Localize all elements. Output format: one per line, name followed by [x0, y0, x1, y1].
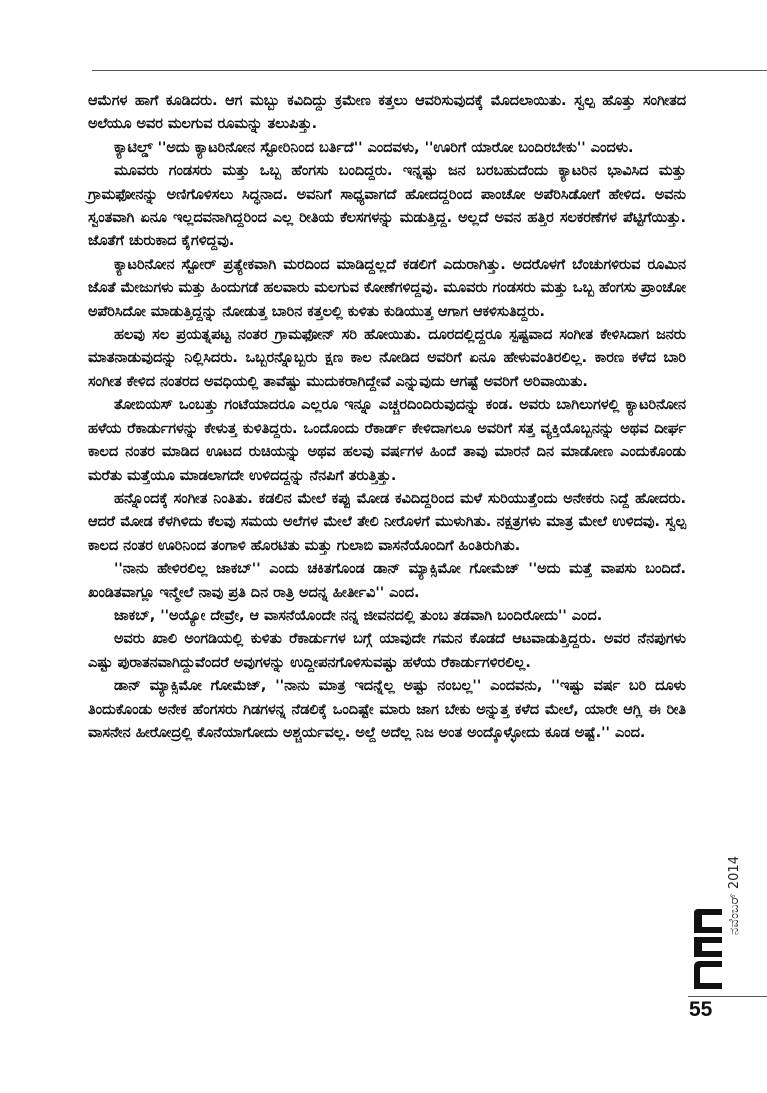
article-paragraph: ''ನಾನು ಹೇಳಿರಲಿಲ್ಲ ಜಾಕಬ್'' ಎಂದು ಚಕಿತಗೊಂಡ ಡಾನ್ ಮ್ಯಾಕ್ಸಿಮೋ ಗೋಮೆಜ್ ''ಅದು ಮತ್ತೆ ವಾಪಸು ಬಂದಿದೆ. ಖಂಡಿತವಾಗ್ಲೂ ಇನ್ಮೇಲೆ ನಾವು ಪ್ರತಿ ದಿನ ರಾತ್ರಿ ಅದನ್ನ ಹೀರ್ತೀವಿ'' ಎಂದ.	[88, 561, 686, 601]
article-body	[88, 90, 686, 745]
article-paragraph: ಹಲವು ಸಲ ಪ್ರಯತ್ನಪಟ್ಟ ನಂತರ ಗ್ರಾಮಫೋನ್ ಸರಿ ಹೋಯಿತು. ದೂರದಲ್ಲಿದ್ದರೂ ಸ್ಪಷ್ಟವಾದ ಸಂಗೀತ ಕೇಳಿಸಿದಾಗ ಜನರು ಮಾತನಾಡುವುದನ್ನು ನಿಲ್ಲಿಸಿದರು. ಒಬ್ಬರನ್ನೊಬ್ಬರು ಕ್ಷಣ ಕಾಲ ನೋಡಿದ ಅವರಿಗೆ ಏನೂ ಹೇಳುವಂತಿರಲಿಲ್ಲ. ಕಾರಣ ಕಳೆದ ಬಾರಿ ಸಂಗೀತ ಕೇಳಿದ ನಂತರದ ಅವಧಿಯಲ್ಲಿ ತಾವೆಷ್ಟು ಮುದುಕರಾಗಿದ್ದೇವೆ ಎನ್ನುವುದು ಆಗಷ್ಟೆ ಅವರಿಗೆ ಅರಿವಾಯಿತು.	[88, 327, 686, 390]
top-rule	[92, 70, 767, 71]
article-paragraph: ಮೂವರು ಗಂಡಸರು ಮತ್ತು ಒಬ್ಬ ಹೆಂಗಸು ಬಂದಿದ್ದರು. ಇನ್ನಷ್ಟು ಜನ ಬರಬಹುದೆಂದು ಕ್ಯಾಟರಿನ ಭಾವಿಸಿದ ಮತ್ತು ಗ್ರಾಮಫೋನನ್ನು ಅಣಿಗೊಳಿಸಲು ಸಿದ್ಧನಾದ. ಅವನಿಗೆ ಸಾಧ್ಯವಾಗದೆ ಹೋದದ್ದರಿಂದ ಪಾಂಚೋ ಅಪೆರಿಸಿಡೋಗೆ ಹೇಳಿದ. ಅವನು ಸ್ವಂತವಾಗಿ ಏನೂ ಇಲ್ಲದವನಾಗಿದ್ದರಿಂದ ಎಲ್ಲ ರೀತಿಯ ಕೆಲಸಗಳನ್ನು ಮಡುತ್ತಿದ್ದ. ಅಲ್ಲದೆ ಅವನ ಹತ್ತಿರ ಸಲಕರಣೆಗಳ ಪೆಟ್ಟಿಗೆಯಿತ್ತು. ಜೊತೆಗೆ ಚುರುಕಾದ ಕೈಗಳಿದ್ದವು.	[88, 163, 686, 250]
page-number: 55	[689, 998, 713, 1021]
article-paragraph: ಹನ್ನೊಂದಕ್ಕೆ ಸಂಗೀತ ನಿಂತಿತು. ಕಡಲಿನ ಮೇಲೆ ಕಪ್ಪು ಮೋಡ ಕವಿದಿದ್ದರಿಂದ ಮಳೆ ಸುರಿಯುತ್ತೆಂದು ಅನೇಕರು ನಿದ್ದೆ ಹೋದರು. ಆದರೆ ಮೋಡ ಕೆಳಗಿಳಿದು ಕೆಲವು ಸಮಯ ಅಲೆಗಳ ಮೇಲೆ ತೇಲಿ ನೀರೊಳಗೆ ಮುಳುಗಿತು. ನಕ್ಷತ್ರಗಳು ಮಾತ್ರ ಮೇಲೆ ಉಳಿದವು. ಸ್ವಲ್ಪ ಕಾಲದ ನಂತರ ಊರಿನಿಂದ ತಂಗಾಳಿ ಹೊರಟಿತು ಮತ್ತು ಗುಲಾಬಿ ವಾಸನೆಯೊಂದಿಗೆ ಹಿಂತಿರುಗಿತು.	[88, 490, 686, 554]
article-paragraph: ತೋಬಿಯಸ್ ಒಂಬತ್ತು ಗಂಟೆಯಾದರೂ ಎಲ್ಲರೂ ಇನ್ನೂ ಎಚ್ಚರದಿಂದಿರುವುದನ್ನು ಕಂಡ. ಅವರು ಬಾಗಿಲುಗಳಲ್ಲಿ ಕ್ಯಾಟರಿನೋನ ಹಳೆಯ ರೆಕಾರ್ಡುಗಳನ್ನು ಕೇಳುತ್ತ ಕುಳಿತಿದ್ದರು. ಒಂದೊಂದು ರೆಕಾರ್ಡ್ ಕೇಳಿದಾಗಲೂ ಅವರಿಗೆ ಸತ್ತ ವ್ಯಕ್ತಿಯೊಬ್ಬನನ್ನು ಅಥವ ದೀರ್ಘ ಕಾಲದ ನಂತರ ಮಾಡಿದ ಊಟದ ರುಚಿಯನ್ನು ಅಥವ ಹಲವು ವರ್ಷಗಳ ಹಿಂದೆ ತಾವು ಮಾರನೆ ದಿನ ಮಾಡೋಣ ಎಂದುಕೊಂಡು ಮರೆತು ಮತ್ತೆಯೂ ಮಾಡಲಾಗದೇ ಉಳಿದದ್ದನ್ನು ನೆನಪಿಗೆ ತರುತ್ತಿತ್ತು.	[88, 397, 686, 484]
article-paragraph: ಜಾಕಬ್, ''ಅಯ್ಯೋ ದೇವ್ರೇ, ಆ ವಾಸನೆಯೊಂದೇ ನನ್ನ ಜೀವನದಲ್ಲಿ ತುಂಬ ತಡವಾಗಿ ಬಂದಿರೋದು'' ಎಂದ.	[114, 607, 603, 624]
article-paragraph: ಕ್ಯಾಟರಿನೋನ ಸ್ಟೋರ್ ಪ್ರತ್ಯೇಕವಾಗಿ ಮರದಿಂದ ಮಾಡಿದ್ದಲ್ಲದೆ ಕಡಲಿಗೆ ಎದುರಾಗಿತ್ತು. ಅದರೊಳಗೆ ಬೆಂಚುಗಳಿರುವ ರೂಮಿನ ಜೊತೆ ಮೇಜುಗಳು ಮತ್ತು ಹಿಂದುಗಡೆ ಹಲವಾರು ಮಲಗುವ ಕೋಣೆಗಳಿದ್ದವು. ಮೂವರು ಗಂಡಸರು ಮತ್ತು ಒಬ್ಬ ಹೆಂಗಸು ಪ್ರಾಂಚೋ ಅಪೆರಿಸಿದೋ ಮಾಡುತ್ತಿದ್ದನ್ನು ನೋಡುತ್ತ ಬಾರಿನ ಕತ್ತಲಲ್ಲಿ ಕುಳಿತು ಕುಡಿಯುತ್ತ ಆಗಾಗ ಆಕಳಿಸುತಿದ್ದರು.	[88, 256, 686, 320]
article-paragraph: ಕ್ಯಾಟಿಲ್ಡ್ ''ಅದು ಕ್ಯಾಟರಿನೋನ ಸ್ಟೋರಿನಿಂದ ಬರ್ತಿದೆ'' ಎಂದವಳು, ''ಊರಿಗೆ ಯಾರೋ ಬಂದಿರಬೇಕು'' ಎಂದಳು.	[114, 139, 634, 156]
article-paragraph: ಆಮೆಗಳ ಹಾಗೆ ಕೂಡಿದರು. ಆಗ ಮಬ್ಬು ಕವಿದಿದ್ದು ಕ್ರಮೇಣ ಕತ್ತಲು ಆವರಿಸುವುದಕ್ಕೆ ಮೊದಲಾಯಿತು. ಸ್ವಲ್ಪ ಹೊತ್ತು ಸಂಗೀತದ ಅಲೆಯೂ ಅವರ ಮಲಗುವ ರೂಮನ್ನು ತಲುಪಿತ್ತು.	[88, 93, 686, 133]
bottom-rule	[688, 996, 767, 997]
issue-date: ನವೆಂಬರ್ 2014	[726, 855, 742, 935]
article-paragraph: ಅವರು ಖಾಲಿ ಅಂಗಡಿಯಲ್ಲಿ ಕುಳಿತು ರೆಕಾರ್ಡುಗಳ ಬಗ್ಗೆ ಯಾವುದೇ ಗಮನ ಕೊಡದೆ ಆಟವಾಡುತ್ತಿದ್ದರು. ಅವರ ನೆನಪುಗಳು ಎಷ್ಟು ಪುರಾತನವಾಗಿದ್ದುವೆಂದರೆ ಅವುಗಳನ್ನು ಉದ್ದೀಪನಗೊಳಿಸುವಷ್ಟು ಹಳೆಯ ರೆಕಾರ್ಡುಗಳಿರಲಿಲ್ಲ.	[88, 631, 686, 671]
article-paragraph: ಡಾನ್ ಮ್ಯಾಕ್ಸಿಮೋ ಗೋಮೆಜ್, ''ನಾನು ಮಾತ್ರ ಇದನ್ನೆಲ್ಲ ಅಷ್ಟು ನಂಬಲ್ಲ'' ಎಂದವನು, ''ಇಷ್ಟು ವರ್ಷ ಬರಿ ದೂಳು ತಿಂದುಕೊಂಡು ಅನೇಕ ಹೆಂಗಸರು ಗಿಡಗಳನ್ನ ನೆಡಲಿಕ್ಕೆ ಒಂದಿಷ್ಟೇ ಮಾರು ಜಾಗ ಬೇಕು ಅನ್ನುತ್ತ ಕಳೆದ ಮೇಲೆ, ಯಾರೇ ಆಗ್ಲಿ ಈ ರೀತಿ ವಾಸನೇನ ಹೀರೋದ್ರಲ್ಲಿ ಕೊನೆಯಾಗೋದು ಅಶ್ಚರ್ಯವಲ್ಲ. ಅಲ್ದೆ ಅದೆಲ್ಲ ನಿಜ ಅಂತ ಅಂದ್ಕೊಳ್ಳೋದು ಕೂಡ ಅಷ್ಟೆ.'' ಎಂದ.	[88, 678, 686, 741]
